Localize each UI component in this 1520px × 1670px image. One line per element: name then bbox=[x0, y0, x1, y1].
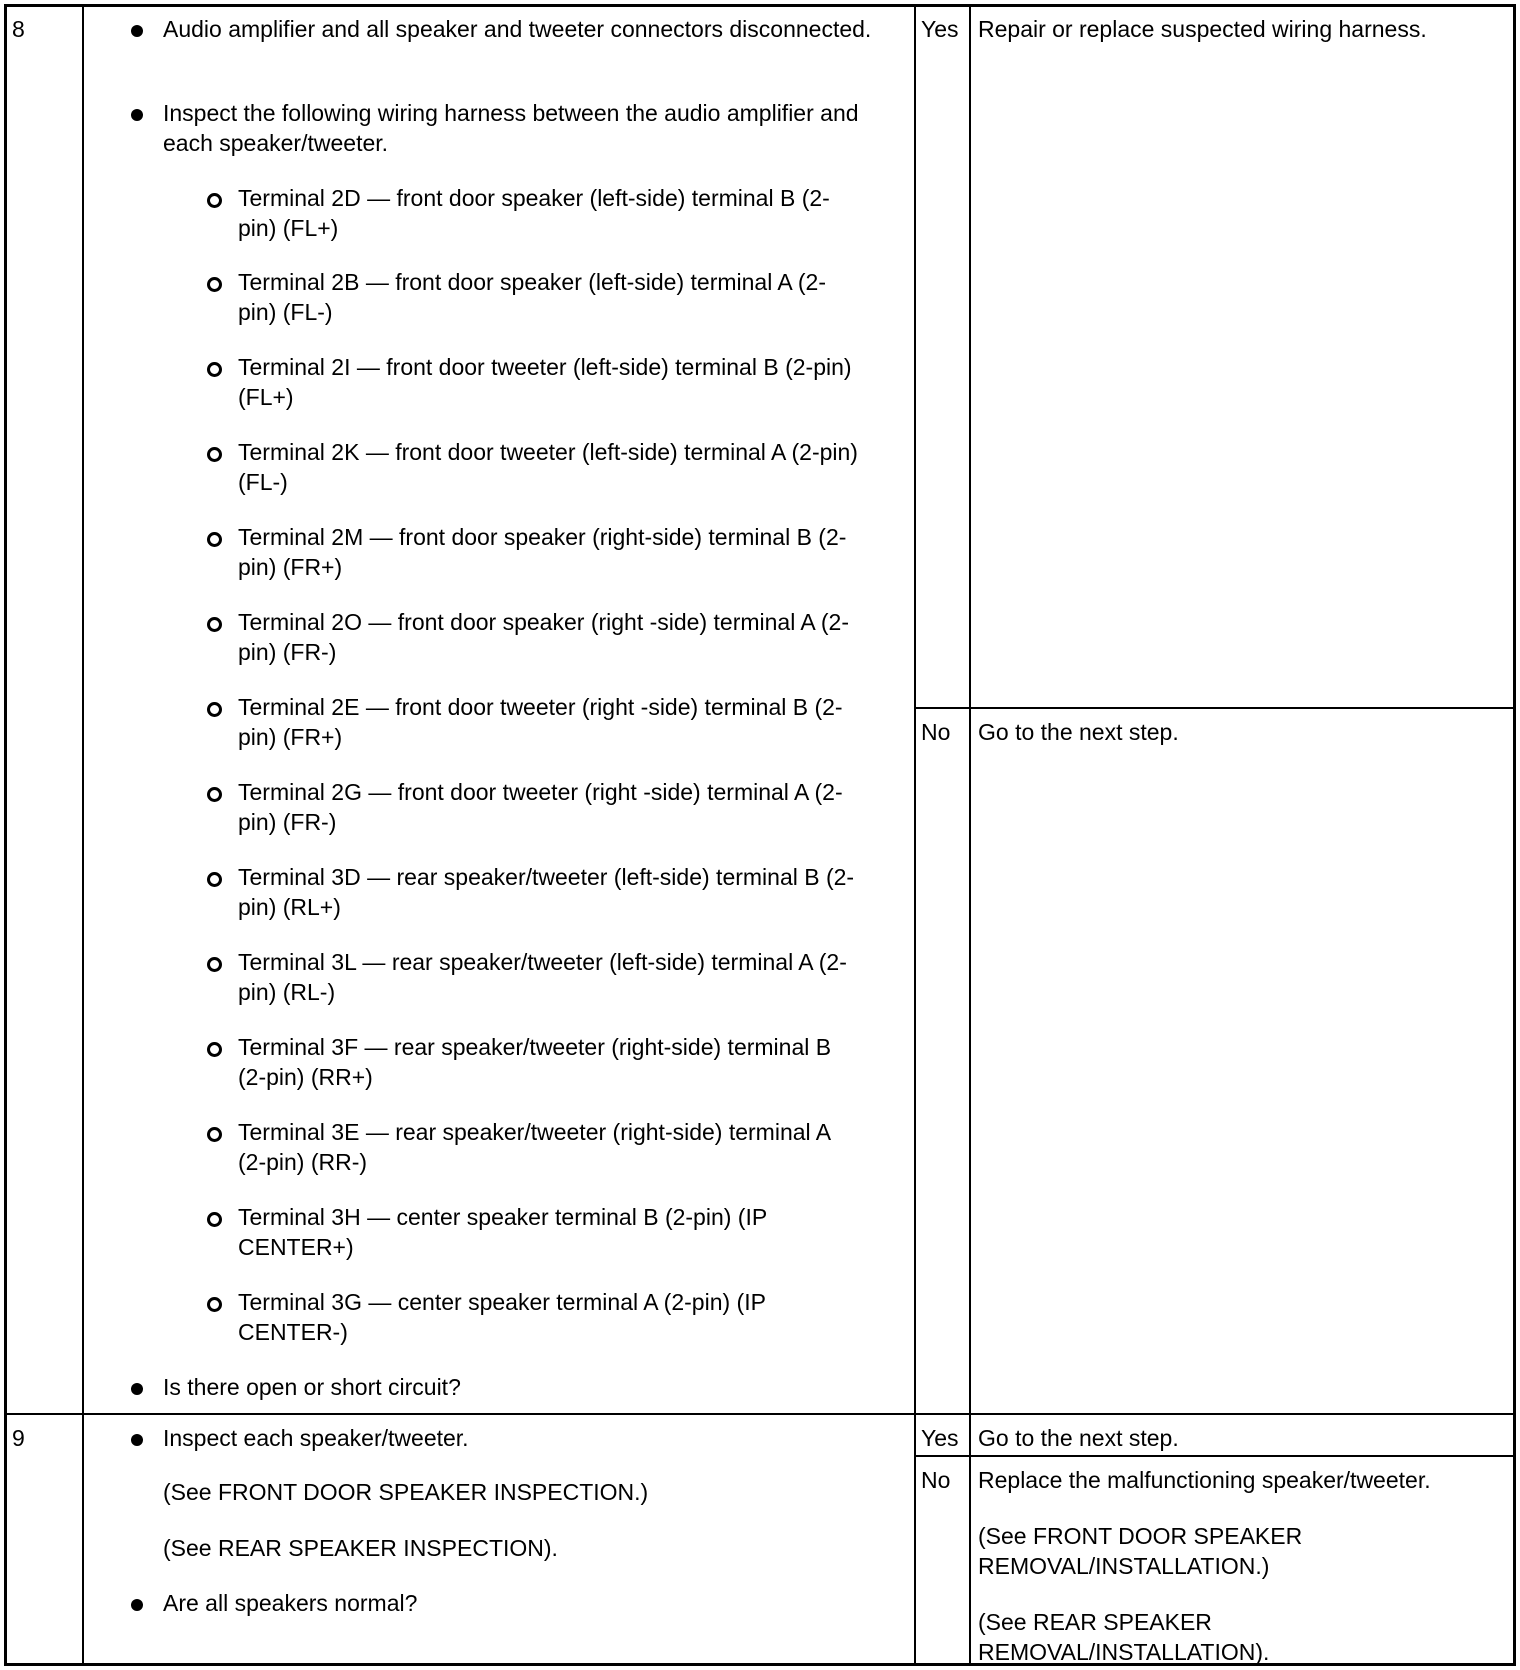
terminal-text: Terminal 2D — front door speaker (left-side) terminal B (2-pin) (FL+) bbox=[238, 185, 830, 241]
no-label: No bbox=[921, 719, 951, 745]
terminal-item bbox=[238, 352, 858, 412]
reference-text: (See FRONT DOOR SPEAKER INSPECTION.) bbox=[163, 1479, 649, 1505]
no-action bbox=[978, 1465, 1478, 1667]
bullet-text: Is there open or short circuit? bbox=[163, 1374, 461, 1400]
circle-bullet-icon bbox=[207, 277, 222, 292]
column-divider-yn bbox=[969, 4, 971, 1666]
bullet-icon bbox=[131, 25, 143, 37]
terminal-item bbox=[238, 862, 858, 922]
column-divider-action bbox=[914, 4, 916, 1666]
terminal-item bbox=[238, 1032, 858, 1092]
terminal-item bbox=[238, 692, 858, 752]
row8-yes-no-divider bbox=[914, 707, 1516, 709]
no-action-text: Replace the malfunctioning speaker/tweeter. bbox=[978, 1467, 1431, 1493]
terminal-text: Terminal 3F — rear speaker/tweeter (right-side) terminal B (2-pin) (RR+) bbox=[238, 1034, 832, 1090]
list-item bbox=[163, 98, 883, 158]
terminal-text: Terminal 2E — front door tweeter (right -side) terminal B (2-pin) (FR+) bbox=[238, 694, 843, 750]
terminal-text: Terminal 2G — front door tweeter (right -side) terminal A (2-pin) (FR-) bbox=[238, 779, 843, 835]
list-item bbox=[163, 1423, 883, 1453]
terminal-item bbox=[238, 183, 858, 243]
reference-text: (See REAR SPEAKER INSPECTION). bbox=[163, 1535, 558, 1561]
bullet-icon bbox=[131, 1383, 143, 1395]
terminal-text: Terminal 2M — front door speaker (right-side) terminal B (2-pin) (FR+) bbox=[238, 524, 847, 580]
no-label: No bbox=[921, 1467, 951, 1493]
circle-bullet-icon bbox=[207, 1042, 222, 1057]
step-number: 8 bbox=[12, 16, 25, 42]
step-number: 9 bbox=[12, 1425, 25, 1451]
terminal-item bbox=[238, 947, 858, 1007]
terminal-item bbox=[238, 522, 858, 582]
yes-action: Repair or replace suspected wiring harness. bbox=[978, 16, 1427, 42]
terminal-text: Terminal 3G — center speaker terminal A (2-pin) (IP CENTER-) bbox=[238, 1289, 766, 1345]
terminal-item bbox=[238, 1117, 858, 1177]
list-item bbox=[163, 1588, 883, 1618]
terminal-text: Terminal 2I — front door tweeter (left-side) terminal B (2-pin) (FL+) bbox=[238, 354, 852, 410]
circle-bullet-icon bbox=[207, 1127, 222, 1142]
yes-label: Yes bbox=[921, 16, 959, 42]
circle-bullet-icon bbox=[207, 447, 222, 462]
terminal-text: Terminal 2O — front door speaker (right -side) terminal A (2-pin) (FR-) bbox=[238, 609, 850, 665]
bullet-icon bbox=[131, 1434, 143, 1446]
terminal-item bbox=[238, 437, 858, 497]
terminal-text: Terminal 3H — center speaker terminal B (2-pin) (IP CENTER+) bbox=[238, 1204, 767, 1260]
circle-bullet-icon bbox=[207, 362, 222, 377]
row9-yes-no-divider bbox=[914, 1455, 1516, 1457]
circle-bullet-icon bbox=[207, 1212, 222, 1227]
bullet-icon bbox=[131, 1599, 143, 1611]
no-action-reference: (See REAR SPEAKER REMOVAL/INSTALLATION). bbox=[978, 1609, 1270, 1665]
no-action: Go to the next step. bbox=[978, 719, 1179, 745]
bullet-text: Audio amplifier and all speaker and tweeter connectors disconnected. bbox=[163, 16, 872, 42]
table-border-right bbox=[1513, 4, 1516, 1666]
terminal-item bbox=[238, 1287, 858, 1347]
circle-bullet-icon bbox=[207, 702, 222, 717]
terminal-item bbox=[238, 267, 858, 327]
list-item bbox=[163, 14, 883, 44]
circle-bullet-icon bbox=[207, 617, 222, 632]
circle-bullet-icon bbox=[207, 532, 222, 547]
no-action-reference: (See FRONT DOOR SPEAKER REMOVAL/INSTALLATION.) bbox=[978, 1523, 1303, 1579]
yes-label: Yes bbox=[921, 1425, 959, 1451]
circle-bullet-icon bbox=[207, 872, 222, 887]
bullet-icon bbox=[131, 109, 143, 121]
terminal-text: Terminal 3L — rear speaker/tweeter (left-side) terminal A (2-pin) (RL-) bbox=[238, 949, 847, 1005]
terminal-item bbox=[238, 607, 858, 667]
table-border-top bbox=[4, 4, 1516, 7]
table-border-left bbox=[4, 4, 7, 1666]
terminal-item bbox=[238, 1202, 858, 1262]
terminal-text: Terminal 3D — rear speaker/tweeter (left-side) terminal B (2-pin) (RL+) bbox=[238, 864, 855, 920]
terminal-text: Terminal 2K — front door tweeter (left-side) terminal A (2-pin) (FL-) bbox=[238, 439, 858, 495]
terminal-text: Terminal 2B — front door speaker (left-side) terminal A (2-pin) (FL-) bbox=[238, 269, 827, 325]
list-item bbox=[163, 1372, 883, 1402]
circle-bullet-icon bbox=[207, 787, 222, 802]
circle-bullet-icon bbox=[207, 193, 222, 208]
bullet-text: Inspect each speaker/tweeter. bbox=[163, 1425, 469, 1451]
terminal-item bbox=[238, 777, 858, 837]
bullet-text: Inspect the following wiring harness between the audio amplifier and each speaker/tweeter. bbox=[163, 100, 859, 156]
diagnostic-table bbox=[4, 4, 1516, 1666]
terminal-text: Terminal 3E — rear speaker/tweeter (right-side) terminal A (2-pin) (RR-) bbox=[238, 1119, 830, 1175]
row-divider-8-9 bbox=[4, 1413, 1516, 1415]
bullet-text: Are all speakers normal? bbox=[163, 1590, 418, 1616]
column-divider-step bbox=[82, 4, 84, 1666]
circle-bullet-icon bbox=[207, 957, 222, 972]
yes-action: Go to the next step. bbox=[978, 1425, 1179, 1451]
circle-bullet-icon bbox=[207, 1297, 222, 1312]
